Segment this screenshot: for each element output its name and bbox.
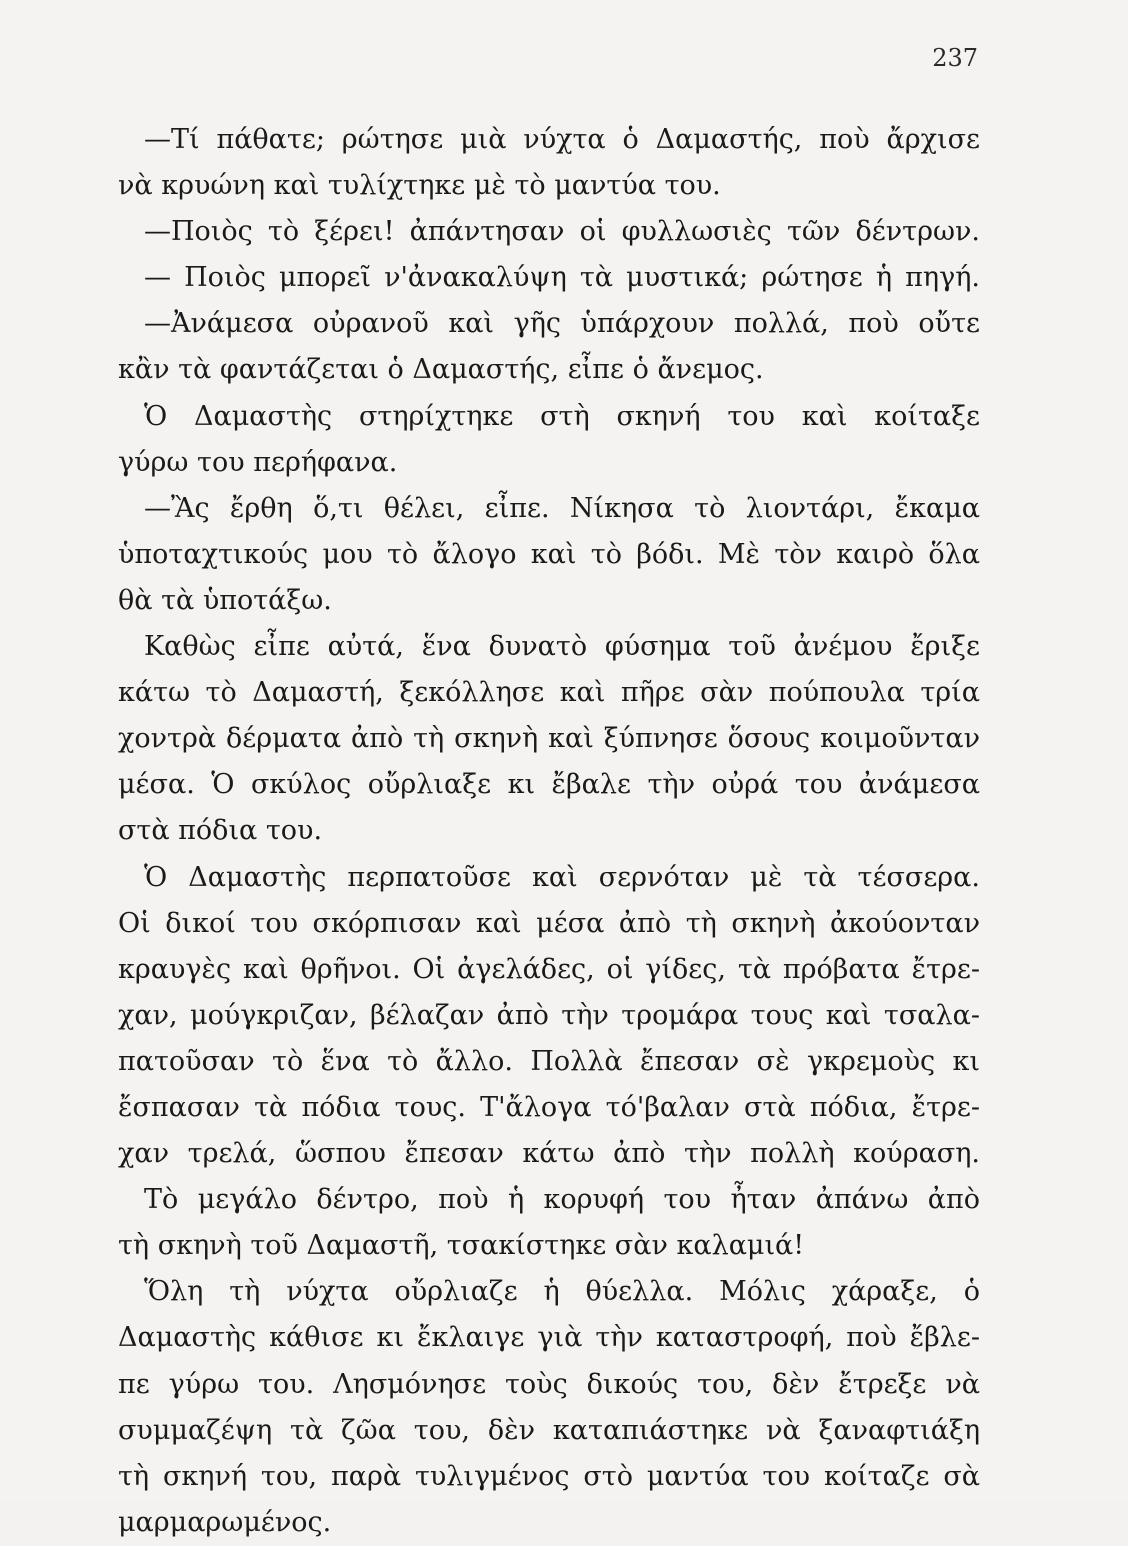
text-line: πατοῦσαν τὸ ἕνα τὸ ἄλλο. Πολλὰ ἔπεσαν σὲ γκρεμοὺς κι — [118, 1045, 980, 1077]
text-line: —Τί πάθατε; ρώτησε μιὰ νύχτα ὁ Δαμαστής, ποὺ ἄρχισε — [144, 124, 980, 155]
text-line: Ὁ Δαμαστὴς περπατοῦσε καὶ σερνόταν μὲ τὰ τέσσερα. — [144, 861, 980, 893]
text-line: τὴ σκηνή του, παρὰ τυλιγμένος στὸ μαντύα του κοίταζε σὰ — [118, 1460, 980, 1492]
text-line: τὴ σκηνὴ τοῦ Δαμαστῆ, τσακίστηκε σὰν καλαμιά! — [118, 1230, 805, 1262]
text-line: γύρω του περήφανα. — [118, 446, 398, 478]
text-line: κἂν τὰ φαντάζεται ὁ Δαμαστής, εἶπε ὁ ἄνεμος. — [118, 354, 764, 386]
text-line: κραυγὲς καὶ θρῆνοι. Οἱ ἀγελάδες, οἱ γίδες, τὰ πρόβατα ἔτρε- — [118, 953, 980, 985]
text-line: Καθὼς εἶπε αὐτά, ἕνα δυνατὸ φύσημα τοῦ ἀνέμου ἔριξε — [144, 631, 980, 663]
text-line: μέσα. Ὁ σκύλος οὔρλιαξε κι ἔβαλε τὴν οὐρά του ἀνάμεσα — [118, 769, 980, 801]
text-line: —Ἀνάμεσα οὐρανοῦ καὶ γῆς ὑπάρχουν πολλά, ποὺ οὔτε — [144, 308, 980, 340]
text-line: νὰ κρυώνη καὶ τυλίχτηκε μὲ τὸ μαντύα του. — [118, 170, 721, 202]
text-line: στὰ πόδια του. — [118, 815, 323, 847]
text-line: —Ποιὸς τὸ ξέρει! ἀπάντησαν οἱ φυλλωσιὲς τῶν δέντρων. — [144, 216, 980, 248]
text-line: —Ἂς ἔρθη ὅ,τι θέλει, εἶπε. Νίκησα τὸ λιοντάρι, ἔκαμα — [144, 492, 980, 524]
text-line: μαρμαρωμένος. — [118, 1506, 332, 1538]
text-line: Οἱ δικοί του σκόρπισαν καὶ μέσα ἀπὸ τὴ σκηνὴ ἀκούονταν — [118, 907, 980, 939]
text-line: χαν τρελά, ὥσπου ἔπεσαν κάτω ἀπὸ τὴν πολλὴ κούραση. — [118, 1138, 980, 1170]
text-line: Τὸ μεγάλο δέντρο, ποὺ ἡ κορυφή του ἦταν ἀπάνω ἀπὸ — [144, 1184, 980, 1216]
text-line: συμμαζέψη τὰ ζῶα του, δὲν καταπιάστηκε νὰ ξαναφτιάξη — [118, 1414, 980, 1446]
text-line: χαν, μούγκριζαν, βέλαζαν ἀπὸ τὴν τρομάρα τους καὶ τσαλα- — [118, 999, 980, 1031]
text-line: — Ποιὸς μπορεῖ ν'ἀνακαλύψη τὰ μυστικά; ρώτησε ἡ πηγή. — [144, 262, 980, 294]
text-line: Ὁ Δαμαστὴς στηρίχτηκε στὴ σκηνή του καὶ κοίταξε — [144, 400, 980, 432]
text-line: κάτω τὸ Δαμαστή, ξεκόλλησε καὶ πῆρε σὰν πούπουλα τρία — [118, 677, 980, 709]
text-line: χοντρὰ δέρματα ἀπὸ τὴ σκηνὴ καὶ ξύπνησε ὅσους κοιμοῦνταν — [118, 723, 980, 755]
body-text — [118, 117, 980, 1546]
text-line: Ὅλη τὴ νύχτα οὔρλιαζε ἡ θύελλα. Μόλις χάραξε, ὁ — [144, 1276, 980, 1308]
page-number: 237 — [932, 44, 978, 72]
text-line: θὰ τὰ ὑποτάξω. — [118, 584, 332, 616]
text-line: ὑποταχτικούς μου τὸ ἄλογο καὶ τὸ βόδι. Μὲ τὸν καιρὸ ὅλα — [118, 538, 980, 570]
text-line: πε γύρω του. Λησμόνησε τοὺς δικούς του, δὲν ἔτρεξε νὰ — [118, 1368, 980, 1400]
text-line: Δαμαστὴς κάθισε κι ἔκλαιγε γιὰ τὴν καταστροφή, ποὺ ἔβλε- — [118, 1322, 980, 1354]
text-line: ἔσπασαν τὰ πόδια τους. Τ'ἄλογα τό'βαλαν στὰ πόδια, ἔτρε- — [118, 1091, 980, 1123]
